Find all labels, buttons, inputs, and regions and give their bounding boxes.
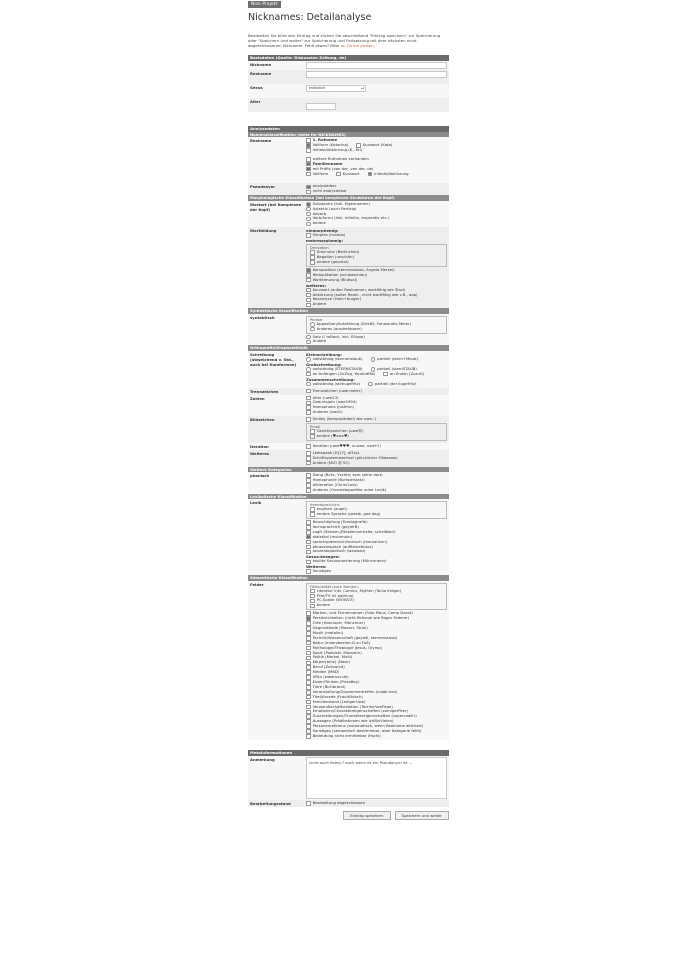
iter-label: Iteration (248, 443, 304, 450)
felder-list (306, 611, 447, 739)
zahlen-label: Zahlen (248, 395, 304, 417)
felder-item[interactable]: Musik (metalkn) (306, 631, 447, 636)
opt-reanalyse[interactable]: Reanalyse (Ham+burger) (306, 297, 447, 302)
felder-item[interactable]: Zuschreibungen/Charaktereigenschaften (supercoolEr) (306, 714, 447, 719)
opt-abgeschlossen[interactable]: Bearbeitung abgeschlossen (306, 801, 447, 806)
opt-wortart-andere[interactable]: andere (306, 221, 447, 226)
felder-item[interactable]: Sport (Podolski, Massiern) (306, 651, 447, 656)
opt-leetspeak[interactable]: Leetspeak (H[17], al3x)s (306, 451, 447, 456)
opt-gross-voll[interactable]: vollständig (STERNSTAUB) (306, 367, 363, 372)
opt-komposition[interactable]: Komposition (sternenstaub, Angela Merkel) (306, 268, 447, 273)
opt-onomatopoetisch[interactable]: onomatopoetisch (wauwau) (306, 549, 447, 554)
opt-fachsprachlich[interactable]: fachsprachlich (geylerB) (306, 525, 447, 530)
opt-adverb[interactable]: Adverb (306, 212, 447, 217)
opt-dialektal[interactable]: dialektal (moinmoin) (306, 535, 447, 540)
opt-sugfr[interactable]: sugfr (Sexism-/Fäkalienverhalte, scheißkerl) (306, 530, 447, 535)
realname-label: Realname (248, 70, 304, 84)
meta-section (248, 750, 449, 824)
opt-gross-anfang[interactable]: an Anfängen (ZuZug, YouAndMe) (306, 372, 375, 377)
opt-schriftsystem[interactable]: Schriftsystemwechsel (glücklicher Oßeaawa) (306, 456, 447, 461)
opt-slang[interactable]: Slang (Bckc, Yschtn; bzw. siehe dort) (306, 473, 447, 478)
gross-heading: Großschreibung: (306, 361, 342, 367)
opt-weiteres-andere[interactable]: Andere (MiZi @ SC) (306, 461, 447, 466)
opt-phonisch-anderes[interactable]: Anderes (Onomatopoetika unter Lexik) (306, 488, 447, 493)
felder-item[interactable]: Familienstand (LedigerUwe) (306, 700, 447, 705)
felder-item[interactable]: Essen/Trinken (PizzaBoy) (306, 680, 447, 685)
opt-englisch[interactable]: englisch (angel) (310, 507, 443, 512)
basis-section (248, 55, 449, 112)
felder-options (304, 581, 449, 740)
opt-homophonie[interactable]: Homophonie (Bumpelstatz) (306, 478, 447, 483)
analyse-header: Analysedaten (248, 126, 449, 132)
pseudonym-label: Pseudonym (248, 183, 304, 195)
opt-analysierbar[interactable]: analysierbar (306, 184, 447, 189)
opt-gesicht[interactable]: Gesichtszeichen (uwe😊) (310, 429, 443, 434)
felder-item[interactable]: Personenreferenz (automatisch, wenn Realname aktiviert) (306, 724, 447, 729)
zusammen-heading: Zusammenschreibung: (306, 376, 355, 382)
intro-body: Bearbeiten Sie bitte den Eintrag und klicken Sie abschließend "Eintrag speichern" zur Speicherung oder "Speichern und weiter" zur Speicherung und Fortsetzung mit dem nächsten nicht abgeschlossenen Nickname. Fehlt etwas? Bitte (248, 33, 441, 49)
felder-item[interactable]: Mythologie/Theologie (Jesus, Olymp) (306, 646, 447, 651)
ortho-subheader: Orthografie/Graphostilistik (248, 345, 449, 351)
anmerkung-textarea[interactable]: nicht auch Komp.? auch wenn es ein Pseudonym ist ... (306, 757, 447, 799)
alter-input[interactable] (306, 103, 336, 110)
opt-adjektiv[interactable]: Adjektiv (auch Partizip) (306, 207, 447, 212)
fiktion-group (306, 583, 447, 611)
opt-homophone[interactable]: Homophone (Justifun) (306, 405, 447, 410)
felder-item[interactable]: Emotionen/Charaktereigenschaften (zornigerPeer) (306, 709, 447, 714)
save-button[interactable]: Eintrag speichern (343, 811, 390, 820)
opt-phrase-anderes[interactable]: Anderes (ausdrehbarer) (310, 327, 443, 332)
syntaktisch-label: syntaktisch (248, 314, 304, 346)
sem-subheader: Semantische Klassifikation (248, 575, 449, 581)
opt-wortkreuzung[interactable]: Wortkreuzung (Blubsol) (306, 278, 447, 283)
opt-weitere-rufnamen[interactable]: weitere Rufnamen vorhanden (306, 157, 447, 162)
basis-header: Basisdaten (Quelle: Diskussion Zeitung, de) (248, 55, 449, 61)
felder-item[interactable]: Persönlichkeiten (nicht fiktional wie Roger Federer) (306, 616, 447, 621)
opt-literatur[interactable]: Literatur inkl. Comics, Mythen (Tonio Kröger) (310, 589, 443, 594)
sexus-label: Sexus (248, 84, 304, 98)
wortbildung-label: Wortbildung (248, 227, 304, 308)
opt-abkuerzung-wb[interactable]: Abkürzung (außer Realn., nicht wortfähig wie z.B., aap) (306, 293, 447, 298)
opt-fam-initiale[interactable]: Initiale/Abkürzung (368, 172, 409, 177)
synt-subheader: Syntaktische Klassifikation (248, 308, 449, 314)
alter-label: Alter (248, 98, 304, 112)
nickname-label: Nickname (248, 61, 304, 70)
realname-input[interactable] (306, 71, 447, 78)
opt-film[interactable]: Film/TV (lil padrino) (310, 594, 443, 599)
schreibung-label: Schreibung (abweichend v. Std., auch bei Kurzformen) (248, 351, 304, 388)
button-bar (248, 807, 449, 824)
opt-geburtsjahr[interactable]: Geburtsjahr (uwe1994) (306, 400, 447, 405)
derivation-legend: Derivation (310, 246, 329, 251)
felder-item[interactable]: Sonstiges (semantisch bestimmbar, aber Kategorie fehlt) (306, 729, 447, 734)
opt-pc-spiele[interactable]: PC-Spiele (WOW23) (310, 598, 443, 603)
lexik-subheader: Lexikalische Klassifikation (248, 494, 449, 500)
wortart-label: Wortart (bei Komplexen der Kopf) (248, 201, 304, 228)
felder-item[interactable]: Aussagen (Prädikationen wie ichBinVielen) (306, 719, 447, 724)
emoji-legend: Emoji (310, 425, 320, 430)
trenn-label: Trennzeichen (248, 388, 304, 395)
opt-vollform[interactable]: Vollform (Katarina) (306, 143, 348, 148)
opt-neuschoepfung[interactable]: Neuschöpfung (Tombografie) (306, 520, 447, 525)
realname-class-label: Realname (248, 137, 304, 183)
phrase-group (306, 316, 447, 334)
weiteres-label: Weiteres (248, 450, 304, 467)
fremd-group (306, 501, 447, 519)
opt-verb[interactable]: Verb(form) (inkl. Infinitiv, Imperativ etc.) (306, 216, 447, 221)
opt-zus-part[interactable]: partiell (der kugefritz) (368, 382, 416, 387)
opt-wb-andere[interactable]: Andere (306, 302, 447, 307)
felder-item[interactable]: Medien (M6D) (306, 670, 447, 675)
felder-item[interactable]: URLs (www.sxz.de) (306, 675, 447, 680)
analyse-section (248, 126, 449, 740)
opt-negation[interactable]: Negation (unschön) (310, 255, 443, 260)
morph-subheader: Morphologische Klassifikation (bei komplexen Strukturen der Kopf) (248, 195, 449, 201)
felder-item[interactable]: Natur (maerzbecher-D zu Fuß) (306, 641, 447, 646)
opt-gross-ende[interactable]: an Enden (ZuzuG) (383, 372, 424, 377)
opt-deriv-andere[interactable]: andere (geputzt) (310, 260, 443, 265)
sexus-bez-heading: Sexus-bezogen: (306, 554, 340, 560)
wb-mehrmorph: mehrmorphemig: (306, 238, 344, 244)
opt-fam-kurzwort[interactable]: Kurzwort (336, 172, 359, 177)
opt-synt-andere[interactable]: Andere (306, 339, 447, 344)
opt-trennzeichen[interactable]: Trennzeichen (uwe.meier) (306, 389, 447, 394)
opt-emoji-andere[interactable]: andere (♥uwe♥) (310, 434, 443, 439)
forum-link[interactable]: im Forum posten. (340, 43, 375, 49)
opt-fiktion-andere[interactable]: andere (310, 603, 443, 608)
felder-item[interactable]: Marken- und Firmennamen (Foto Maus, Camp David) (306, 611, 447, 616)
opt-iteration[interactable]: Iteration (uwe♥♥♥, uuuwe, uwe!!!) (306, 444, 447, 449)
project-tag[interactable]: Nick-Projekt (248, 1, 281, 8)
opt-klein-voll[interactable]: vollständig (sternenstaub) (306, 357, 363, 362)
lexik-label: Lexik (248, 499, 304, 575)
opt-phraseologisch[interactable]: phraseologisch (aufBeinebüssz) (306, 545, 447, 550)
opt-diminutiv[interactable]: Diminutiv (Berlinchen) (310, 250, 443, 255)
opt-zahlen-anderes[interactable]: Anderes (uwe2) (306, 410, 447, 415)
felder-item[interactable]: Orte (Hannover, Münchner) (306, 621, 447, 626)
derivation-group (306, 244, 447, 267)
opt-satz[interactable]: Satz (I´mBack, inkl. Ellipse) (306, 335, 447, 340)
opt-klein-part[interactable]: partiell (stern+Maub) (371, 357, 418, 362)
main-page (248, 0, 449, 824)
opt-smiley[interactable]: Smiley (kompositabel) wie uwe:-) (306, 417, 447, 422)
lex-weiteres-heading: Weiteres: (306, 564, 327, 570)
save-next-button[interactable]: Speichern und weiter (395, 811, 449, 820)
opt-rufname[interactable]: 1. Rufname (306, 138, 447, 143)
anmerkung-label: Anmerkung (248, 756, 304, 800)
phonisch-label: phonisch (248, 472, 304, 494)
namens-subheader: Namensklassifikation (stets für NICKNAMES) (248, 132, 449, 138)
felder-item[interactable]: Gegenstände (Messer, Stuhl) (306, 626, 447, 631)
intro-text (248, 33, 449, 49)
opt-sexusmarkierung[interactable]: explite Sexusmarkierung (Münchnerin) (306, 559, 447, 564)
opt-praefix[interactable]: mit Präfix (von der, van der, de) (306, 167, 447, 172)
realname-options (304, 137, 449, 183)
opt-substantiv[interactable]: Substantiv (inkl. Eigennamen) (306, 202, 447, 207)
wb-weiteres: weiteres: (306, 282, 327, 288)
felder-item[interactable]: Körper(teile) (Nase) (306, 660, 447, 665)
opt-sprachspiel[interactable]: sprachspielerisch/ironisch (marsarisnn) (306, 540, 447, 545)
opt-alliteration[interactable]: Alliteration (ChrisCross) (306, 483, 447, 488)
fiktion-legend: Fiktionalität (auch Namen): (310, 584, 359, 589)
felder-item[interactable]: Titel/Anrede (FrauHilbisch) (306, 695, 447, 700)
bild-label: Bildzeichen (248, 416, 304, 443)
opt-reduplikation[interactable]: Reduplikation (schlaaschlau) (306, 273, 447, 278)
opt-andere-sprache[interactable]: andere Sprache (grazie, god dag) (310, 512, 443, 517)
opt-apposition[interactable]: Apposition/Aufzählung (Dirk65, Fonastudio Meier) (310, 322, 443, 327)
klein-heading: Kleinschreibung: (306, 351, 343, 357)
stand-label: Bearbeitungsstand (248, 800, 304, 807)
felder-item[interactable]: Politik (Merkel, Multi) (306, 655, 447, 660)
weitere-subheader: Weitere Kategorien (248, 467, 449, 473)
opt-lex-sonstiges[interactable]: Sonstiges (306, 569, 447, 574)
emoji-group (306, 423, 447, 441)
sexus-select[interactable]: männlich ▴▾ (306, 85, 366, 92)
opt-gross-part[interactable]: partiell (sternSTAUB) (371, 367, 417, 372)
felder-item[interactable]: Bedeutung nicht ermittelbar (fischl) (306, 734, 447, 739)
opt-zus-voll[interactable]: vollständig (stirkugefritz) (306, 382, 360, 387)
opt-kurzwort-wb[interactable]: Kurzwort (außer Realnamen, wortfähig wie Stud) (306, 288, 447, 293)
meta-header: Metainformationen (248, 750, 449, 756)
opt-alter[interactable]: Alter (uwe23) (306, 396, 447, 401)
opt-initiale[interactable]: Initiale/Abkürzung (K., Kti) (306, 148, 447, 153)
felder-item[interactable]: Beruf (Zollvorsit) (306, 665, 447, 670)
opt-nicht-analysierbar[interactable]: nicht analysierbar (306, 189, 447, 194)
opt-familienname[interactable]: Familienname (306, 162, 447, 167)
phrase-legend: Phrase (310, 317, 323, 322)
felder-item[interactable]: Veranstaltung/Zusammentreffen (cobbl-hen) (306, 690, 447, 695)
felder-item[interactable]: Tiere (Bichbrand) (306, 685, 447, 690)
opt-kurzwort[interactable]: Kurzwort (Kata) (356, 143, 392, 148)
opt-simplex[interactable]: Simplex (Invasio) (306, 233, 447, 238)
felder-item[interactable]: Technik/Wissenschaft (geywK, sternenstaub) (306, 636, 447, 641)
wb-einmorph: einmorphemig: (306, 228, 339, 234)
nickname-input[interactable] (306, 62, 447, 69)
fremd-legend: fremdsprachlich: (310, 503, 341, 508)
opt-fam-vollform[interactable]: Vollform (306, 172, 328, 177)
page-title: Nicknames: Detailanalyse (248, 12, 372, 23)
felder-label: Felder (248, 581, 304, 740)
felder-item[interactable]: Verwandtschaftsrelation (TochterVonPepe) (306, 705, 447, 710)
